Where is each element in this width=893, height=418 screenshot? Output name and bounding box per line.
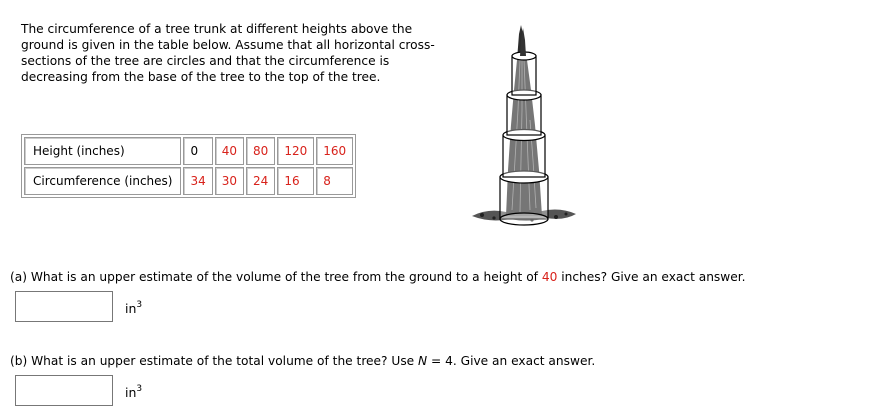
height-row [24, 137, 353, 165]
height-value-4: 160 [316, 137, 353, 165]
question-a-text-end: inches? Give an exact answer. [557, 270, 746, 284]
circumference-table [21, 134, 356, 198]
unit-a-base: in [125, 301, 137, 316]
circumference-value-0: 34 [183, 167, 212, 195]
problem-intro: The circumference of a tree trunk at different heights above the ground is given in the table below. Assume that all horizontal cross-sections of the tree are circles and that the circumference is decreasing from the base of the tree to the top of the tree. [21, 22, 435, 84]
question-b [10, 353, 595, 369]
circumference-value-1: 30 [215, 167, 244, 195]
question-a-height: 40 [541, 270, 558, 284]
answer-a-input[interactable] [15, 291, 113, 322]
question-b-text: (b) What is an upper estimate of the total volume of the tree? Use [10, 354, 419, 368]
question-b-var: N [418, 354, 428, 368]
unit-b [125, 384, 142, 400]
circumference-value-2: 24 [246, 167, 275, 195]
unit-a-exp: 3 [136, 300, 143, 310]
height-value-1: 40 [215, 137, 244, 165]
height-value-2: 80 [246, 137, 275, 165]
question-a [10, 269, 746, 285]
unit-b-exp: 3 [136, 384, 143, 394]
height-label: Height (inches) [24, 137, 181, 165]
circumference-value-3: 16 [277, 167, 314, 195]
question-b-text-end: = 4. Give an exact answer. [427, 354, 596, 368]
unit-a [125, 300, 142, 316]
height-value-3: 120 [277, 137, 314, 165]
height-value-0: 0 [183, 137, 212, 165]
circumference-value-4: 8 [316, 167, 353, 195]
unit-b-base: in [125, 385, 137, 400]
tree-trunk-illustration-icon [468, 20, 580, 232]
circumference-row [24, 167, 353, 195]
circumference-label: Circumference (inches) [24, 167, 181, 195]
question-a-text: (a) What is an upper estimate of the volume of the tree from the ground to a height of [10, 270, 542, 284]
answer-b-input[interactable] [15, 375, 113, 406]
